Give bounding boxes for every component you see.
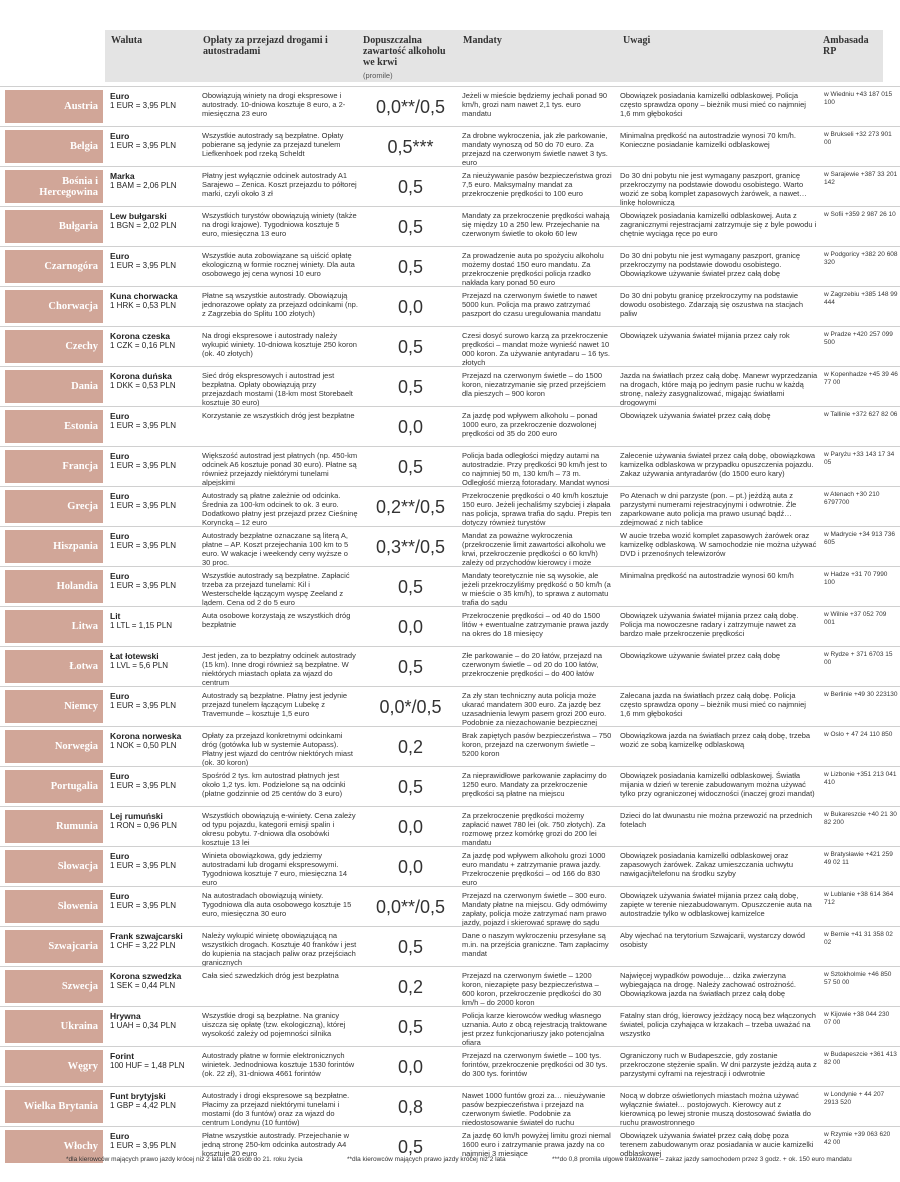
- toll-info: Cała sieć szwedzkich dróg jest bezpłatna: [202, 971, 339, 980]
- exchange-rate: 1 EUR = 3,95 PLN: [110, 421, 177, 430]
- toll-info: Płatne wszystkie autostrady. Przejechanie w jedną stronę 250-km odcinka autostrady A4 kosztuje 20 euro: [202, 1131, 350, 1158]
- currency-name: Funt brytyjski: [110, 1091, 166, 1101]
- notes-info: Obowiązek używania świateł przez całą dobę: [620, 411, 771, 420]
- currency-cell: [110, 331, 202, 351]
- currency-name: Euro: [110, 771, 130, 781]
- embassy-contact: w Madrycie +34 913 736 605: [824, 531, 896, 546]
- exchange-rate: 1 CHF = 3,22 PLN: [110, 941, 176, 950]
- country-name: Bułgaria: [5, 210, 103, 243]
- currency-name: Hrywna: [110, 1011, 141, 1021]
- embassy-contact: w Rydze + 371 6703 15 00: [824, 651, 893, 666]
- toll-info: Wszystkich obowiązują e-winiety. Cena zależy od typu pojazdu, kategorii emisji spalin i okresu pobytu. 7-dniowa dla osobówki kosztuje 13 lei: [202, 811, 356, 846]
- fines-info: Mandat za poważne wykroczenia (przekroczenie limit zawartości alkoholu we krwi, przekroczenie prędkości o 60 km/h) zależy od przychodów kierowcy i może: [462, 531, 606, 566]
- country-name: Łotwa: [5, 650, 103, 683]
- toll-info: Wszystkie autostrady są bezpłatne. Opłaty pobierane są jedynie za przejazd tunelem Liefkenhoek pod rzeką Scheldt: [202, 131, 344, 158]
- notes-info: Zalecenie używania świateł przez całą dobę, obowiązkowa kamizelka odblaskowa w przypadku opuszczenia pojazdu. Zakaz używania antyradarów (do 1500 euro kary): [620, 451, 816, 478]
- header-alcohol: Dopuszczalna zawartość alkoholu we krwi (promile): [357, 30, 457, 82]
- notes-info: Do 30 dni pobytu nie jest wymagany paszport, granicę przekroczymy na podstawie dowodu osobistego. Warto wozić ze sobą komplet zapasowych żarówek, a nawet… linkę holowniczą: [620, 171, 807, 206]
- exchange-rate: 1 BAM = 2,06 PLN: [110, 181, 177, 190]
- currency-cell: [110, 571, 202, 591]
- currency-name: Lew bułgarski: [110, 211, 167, 221]
- currency-cell: [110, 371, 202, 391]
- currency-name: Korona szwedzka: [110, 971, 182, 981]
- toll-info: Autostrady bezpłatne oznaczane są literą A, płatne – AP. Koszt przejechania 100 km to 5 euro. W wakacje i weekendy ceny wyższe o 30 proc.: [202, 531, 349, 566]
- exchange-rate: 1 CZK = 0,16 PLN: [110, 341, 176, 350]
- currency-cell: [110, 811, 202, 831]
- header-notes: Uwagi: [617, 30, 817, 82]
- fines-info: Nawet 1000 funtów grozi za… nieużywanie pasów bezpieczeństwa i przejazd na czerwonym świetle. Podobnie za niedostosowanie świateł do ruchu: [462, 1091, 606, 1126]
- embassy-contact: w Lizbonie +351 213 041 410: [824, 771, 897, 786]
- notes-info: Obowiązkowa jazda na światłach przez całą dobę, trzeba wozić ze sobą kamizelkę odblaskową: [620, 731, 811, 749]
- fines-info: Za nieprawidłowe parkowanie zapłacimy do 1250 euro. Mandaty za przekroczenie prędkości są płatne na miejscu: [462, 771, 607, 798]
- currency-name: Marka: [110, 171, 135, 181]
- notes-info: Do 30 dni pobytu nie jest wymagany paszport, granicę przekroczymy na podstawie dowodu osobistego. Obowiązkowe używanie świateł przez całą dobę: [620, 251, 801, 278]
- currency-name: Euro: [110, 891, 130, 901]
- currency-cell: [110, 91, 202, 111]
- currency-name: Euro: [110, 411, 130, 421]
- currency-name: Euro: [110, 1131, 130, 1141]
- table-row: [0, 1006, 900, 1046]
- fines-info: Za drobne wykroczenia, jak złe parkowanie, mandaty wynoszą od 50 do 70 euro. Za przejazd na czerwonym świetle nawet 3 tys. euro: [462, 131, 608, 166]
- currency-name: Kuna chorwacka: [110, 291, 178, 301]
- table-row: [0, 606, 900, 646]
- country-name: Austria: [5, 90, 103, 123]
- toll-info: Należy wykupić winietę obowiązującą na wszystkich drogach. Kosztuje 40 franków i jest do kupienia na stacjach paliw oraz przejściach granicznych: [202, 931, 357, 966]
- toll-info: Wszystkie auta zobowiązane są uiścić opłatę ekologiczną w formie rocznej winiety. Dla auta osobowego jej cena wynosi 10 euro: [202, 251, 355, 278]
- notes-info: Ograniczony ruch w Budapeszcie, gdy zostanie przekroczone stężenie spalin. W dni parzyste jeżdżą auta z parzystymi cyframi na rejestracji i odwrotnie: [620, 1051, 817, 1078]
- alcohol-limit: 0,5: [397, 1136, 424, 1157]
- table-row: [0, 446, 900, 486]
- country-name: Hiszpania: [5, 530, 103, 563]
- table-row: [0, 486, 900, 526]
- table-row: [0, 86, 900, 126]
- exchange-rate: 1 EUR = 3,95 PLN: [110, 101, 177, 110]
- notes-info: Fatalny stan dróg, kierowcy jeżdżący nocą bez włączonych świateł, policja czyhająca w krzakach – trzeba uważać na wszystko: [620, 1011, 816, 1038]
- fines-info: Za prowadzenie auta po spożyciu alkoholu możemy dostać 150 euro mandatu. Za przekroczenie prędkości policja rzadko nakłada kary ponad 50 euro: [462, 251, 604, 286]
- fines-info: Jeżeli w mieście będziemy jechali ponad 90 km/h, grozi nam nawet 2,1 tys. euro mandatu: [462, 91, 608, 118]
- table-row: [0, 846, 900, 886]
- alcohol-limit: 0,5: [397, 1016, 424, 1037]
- toll-info: Jest jeden, za to bezpłatny odcinek autostrady (15 km). Inne drogi również są bezpłatne. W niektórych miastach opłata za wjazd do centrum: [202, 651, 356, 686]
- embassy-contact: w Londynie + 44 207 2913 520: [824, 1091, 885, 1106]
- embassy-contact: w Atenach +30 210 6797700: [824, 491, 880, 506]
- table-row: [0, 966, 900, 1006]
- country-name: Szwajcaria: [5, 930, 103, 963]
- fines-info: Mandaty teoretycznie nie są wysokie, ale jeżeli przekroczyliśmy prędkość o 50 km/h (a w mieście o 35 km/h), to sprawa z automatu trafia do sądu: [462, 571, 611, 606]
- table-row: [0, 686, 900, 726]
- toll-info: Na autostradach obowiązują winiety. Tygodniowa dla auta osobowego kosztuje 15 euro, miesięczna 30 euro: [202, 891, 352, 918]
- currency-cell: [110, 411, 202, 431]
- currency-name: Euro: [110, 491, 130, 501]
- toll-info: Na drogi ekspresowe i autostrady należy wykupić winiety. 10-dniowa kosztuje 250 koron (ok. 40 złotych): [202, 331, 357, 358]
- alcohol-limit: 0,5: [397, 376, 424, 397]
- currency-cell: [110, 611, 202, 631]
- currency-cell: [110, 131, 202, 151]
- notes-info: Minimalna prędkość na autostradzie wynosi 60 km/h: [620, 571, 794, 580]
- fines-info: Mandaty za przekroczenie prędkości wahają się między 10 a 250 lew. Przejechanie na czerwonym świetle to około 60 lew: [462, 211, 610, 238]
- exchange-rate: 1 DKK = 0,53 PLN: [110, 381, 176, 390]
- fines-info: Przejazd na czerwonym świetle – do 1500 koron, niezatrzymanie się przed przejściem dla pieszych – 900 koron: [462, 371, 606, 398]
- table-row: [0, 1086, 900, 1126]
- fines-info: Przejazd na czerwonym świetle to nawet 5000 kun. Policja ma prawo zatrzymać paszport do czasu uregulowania mandatu: [462, 291, 601, 318]
- alcohol-limit: 0,0: [397, 296, 424, 317]
- table-row: [0, 1046, 900, 1086]
- country-name: Holandia: [5, 570, 103, 603]
- alcohol-limit: 0,5: [397, 776, 424, 797]
- exchange-rate: 1 EUR = 3,95 PLN: [110, 861, 177, 870]
- toll-info: Spośród 2 tys. km autostrad płatnych jest około 1,2 tys. km. Podzielone są na odcinki (płatne godzinnie od 25 centów do 3 euro): [202, 771, 346, 798]
- fines-info: Przejazd na czerwonym świetle – 1200 koron, niezapięte pasy bezpieczeństwa – 600 koron, przekroczenie prędkości do 30 km/h – do 2000 koron: [462, 971, 602, 1006]
- notes-info: Do 30 dni pobytu granicę przekroczymy na podstawie dowodu osobistego. Zdarzają się oszustwa na stacjach paliw: [620, 291, 804, 318]
- fines-info: Policja karze kierowców według własnego uznania. Auto z obcą rejestracją traktowane jest przez funkcjonariuszy jako potencjalna ofiara: [462, 1011, 608, 1046]
- table-row: [0, 526, 900, 566]
- alcohol-limit: 0,3**/0,5: [375, 536, 446, 557]
- fines-info: Za jazdę pod wpływem alkoholu – ponad 1000 euro, za przekroczenie dozwolonej prędkości od 35 do 200 euro: [462, 411, 598, 438]
- country-name: Włochy: [5, 1130, 103, 1163]
- notes-info: Obowiązek posiadania kamizelki odblaskowej. Auta z zagranicznymi rejestracjami zatrzymuje się z byle powodu i chętnie wyciąga ręce po euro: [620, 211, 817, 238]
- table-row: [0, 126, 900, 166]
- alcohol-limit: 0,0: [397, 816, 424, 837]
- country-name: Norwegia: [5, 730, 103, 763]
- toll-info: Sieć dróg ekspresowych i autostrad jest bezpłatna. Opłaty obowiązują przy przejazdach mostami (18-km most Storebaelt kosztuje 30 euro): [202, 371, 353, 406]
- currency-name: Euro: [110, 851, 130, 861]
- embassy-contact: w Kopenhadze +45 39 46 77 00: [824, 371, 898, 386]
- toll-info: Auta osobowe korzystają ze wszystkich dróg bezpłatnie: [202, 611, 351, 629]
- fines-info: Za przekroczenie prędkości możemy zapłacić nawet 780 lei (ok. 750 złotych). Za rozmowę przez komórkę grozi do 200 lei mandatu: [462, 811, 606, 846]
- notes-info: Obowiązek posiadania kamizelki odblaskowej. Policja często sprawdza opony – bieżnik musi mieć co najmniej 1,6 mm głębokości: [620, 91, 806, 118]
- alcohol-limit: 0,2**/0,5: [375, 496, 446, 517]
- exchange-rate: 1 EUR = 3,95 PLN: [110, 261, 177, 270]
- fines-info: Policja bada odległości między autami na autostradzie. Przy prędkości 90 km/h jest to co najmniej 50 m, 130 km/h – 73 m. Odległość mierzą fotoradary. Mandat wynosi: [462, 451, 610, 486]
- country-name: Niemcy: [5, 690, 103, 723]
- notes-info: Minimalna prędkość na autostradzie wynosi 70 km/h. Konieczne posiadanie kamizelki odblaskowej: [620, 131, 796, 149]
- table-row: [0, 886, 900, 926]
- notes-info: Obowiązek posiadania kamizelki odblaskowej. Światła mijania w dzień w terenie zabudowanym można używać tylko przy ograniczonej widoczności (inaczej grozi mandat): [620, 771, 815, 798]
- alcohol-limit: 0,2: [397, 736, 424, 757]
- embassy-contact: w Brukseli +32 273 901 00: [824, 131, 892, 146]
- alcohol-limit: 0,5***: [387, 136, 434, 157]
- toll-info: Większość autostrad jest płatnych (np. 450-km odcinek A6 kosztuje ponad 30 euro). Płatne są również przejazdy niektórymi tunelami alpejskimi: [202, 451, 358, 486]
- footnote-3: ***do 0,8 promila ulgowe traktowanie – zakaz jazdy samochodem przez 3 godz. + ok. 150 euro mandatu: [552, 1156, 852, 1163]
- notes-info: Obowiązek posiadania kamizelki odblaskowej oraz zapasowych żarówek. Zakaz umieszczania uchwytu nawigacji/telefonu na środku szyby: [620, 851, 793, 878]
- currency-name: Lit: [110, 611, 121, 621]
- embassy-contact: w Wiedniu +43 187 015 100: [824, 91, 893, 106]
- embassy-contact: w Bernie +41 31 358 02 02: [824, 931, 893, 946]
- currency-cell: [110, 1091, 202, 1111]
- country-name: Litwa: [5, 610, 103, 643]
- table-row: [0, 246, 900, 286]
- currency-name: Korona norweska: [110, 731, 182, 741]
- country-name: Wielka Brytania: [5, 1090, 103, 1123]
- alcohol-limit: 0,5: [397, 456, 424, 477]
- fines-info: Przejazd na czerwonym świetle – 100 tys. forintów, przekroczenie prędkości od 30 tys. do 300 tys. forintów: [462, 1051, 608, 1078]
- currency-cell: [110, 1011, 202, 1031]
- footnote-2: **dla kierowców mających prawo jazdy krócej niż 2 lata: [347, 1156, 506, 1163]
- alcohol-limit: 0,0: [397, 616, 424, 637]
- currency-cell: [110, 251, 202, 271]
- currency-cell: [110, 731, 202, 751]
- embassy-contact: w Bratysławie +421 259 49 02 11: [824, 851, 893, 866]
- currency-name: Euro: [110, 131, 130, 141]
- currency-name: Lej rumuński: [110, 811, 163, 821]
- header-currency: Waluta: [105, 30, 197, 82]
- currency-cell: [110, 491, 202, 511]
- alcohol-limit: 0,0: [397, 856, 424, 877]
- toll-info: Autostrady płatne w formie elektronicznych winietek. Jednodniowa kosztuje 1530 forintów (ok. 22 zł), 31-dniowa 4661 forintów: [202, 1051, 355, 1078]
- exchange-rate: 1 EUR = 3,95 PLN: [110, 781, 177, 790]
- fines-info: Złe parkowanie – do 20 łatów, przejazd na czerwonym świetle – od 20 do 100 łatów, przekroczenie prędkości – do 400 łatów: [462, 651, 603, 678]
- alcohol-limit: 0,5: [397, 176, 424, 197]
- exchange-rate: 1 NOK = 0,50 PLN: [110, 741, 177, 750]
- toll-info: Płatny jest wyłącznie odcinek autostrady A1 Sarajewo – Zenica. Koszt przejazdu to półtorej marki, czyli około 3 zł: [202, 171, 357, 198]
- currency-name: Łat łotewski: [110, 651, 159, 661]
- currency-cell: [110, 771, 202, 791]
- country-name: Szwecja: [5, 970, 103, 1003]
- exchange-rate: 1 HRK = 0,53 PLN: [110, 301, 177, 310]
- exchange-rate: 1 EUR = 3,95 PLN: [110, 141, 177, 150]
- table-row: [0, 366, 900, 406]
- fines-info: Dane o naszym wykroczeniu przesyłane są m.in. na przejścia graniczne. Tam zapłacimy mandat: [462, 931, 609, 958]
- exchange-rate: 1 SEK = 0,44 PLN: [110, 981, 176, 990]
- embassy-contact: w Oslo + 47 24 110 850: [824, 731, 893, 738]
- toll-info: Wszystkie drogi są bezpłatne. Na granicy uiszcza się opłatę (tzw. ekologiczną), której wysokość zależy od pojemności silnika: [202, 1011, 346, 1038]
- country-name: Bośnia i Hercegowina: [5, 170, 103, 203]
- toll-info: Wszystkich turystów obowiązują winiety (także na drogi krajowe). Tygodniowa kosztuje 5 euro, miesięczna 13 euro: [202, 211, 357, 238]
- exchange-rate: 1 RON = 0,96 PLN: [110, 821, 177, 830]
- header-embassy: Ambasada RP: [817, 30, 883, 82]
- notes-info: Po Atenach w dni parzyste (pon. – pt.) jeżdżą auta z parzystymi numerami rejestracyjnymi i odwrotnie. Źle zaparkowane auto policja ma prawo usunąć bądź… zdejmować z nich tablice: [620, 491, 797, 526]
- currency-name: Euro: [110, 571, 130, 581]
- embassy-contact: w Berlinie +49 30 223130: [824, 691, 898, 698]
- table-row: [0, 326, 900, 366]
- country-name: Grecja: [5, 490, 103, 523]
- table-row: [0, 566, 900, 606]
- notes-info: Najwięcej wypadków powoduje… dzika zwierzyna wybiegająca na drogę. Należy zachować ostrożność. Obowiązkowa jazda na światłach przez całą dobę: [620, 971, 796, 998]
- fines-info: Przekroczenie prędkości o 40 km/h kosztuje 150 euro. Jeżeli jechaliśmy szybciej i złapała nas policja, sprawa trafia do sądu. Prepis ten dotyczy również turystów: [462, 491, 612, 526]
- notes-info: Nocą w dobrze oświetlonych miastach można używać wyłącznie świateł… postojowych. Kierowcy aut z kierownicą po lewej stronie muszą dostosować światła do ruchu prawostronnego: [620, 1091, 811, 1126]
- currency-name: Forint: [110, 1051, 135, 1061]
- alcohol-limit: 0,0: [397, 1056, 424, 1077]
- currency-cell: [110, 931, 202, 951]
- exchange-rate: 1 EUR = 3,95 PLN: [110, 901, 177, 910]
- currency-cell: [110, 891, 202, 911]
- toll-info: Autostrady są płatne zależnie od odcinka. Średnia za 100-km odcinek to ok. 3 euro. Dodatkowo płatny jest przejazd przez Cieśninę Koryncką – 12 euro: [202, 491, 358, 526]
- currency-cell: [110, 451, 202, 471]
- country-name: Portugalia: [5, 770, 103, 803]
- currency-cell: [110, 971, 202, 991]
- country-name: Chorwacja: [5, 290, 103, 323]
- embassy-contact: w Podgoricy +382 20 608 320: [824, 251, 898, 266]
- table-row: [0, 726, 900, 766]
- notes-info: Obowiązek używania świateł mijania przez cały rok: [620, 331, 790, 340]
- country-name: Słowenia: [5, 890, 103, 923]
- exchange-rate: 100 HUF = 1,48 PLN: [110, 1061, 185, 1070]
- exchange-rate: 1 EUR = 3,95 PLN: [110, 581, 177, 590]
- table-row: [0, 766, 900, 806]
- fines-info: Za zły stan techniczny auta policja może ukarać mandatem 300 euro. Za jazdę bez uzasadnienia lewym pasem grozi 200 euro. Podobnie za niezachowanie bezpiecznej: [462, 691, 607, 726]
- currency-cell: [110, 171, 202, 191]
- notes-info: Obowiązek używania świateł mijania przez całą dobę. Policja ma nowoczesne radary i zatrzymuje nawet za bardzo małe przekroczenie prędkości: [620, 611, 799, 638]
- fines-info: Za nieużywanie pasów bezpieczeństwa grozi 7,5 euro. Maksymalny mandat za przekroczenie prędkości to 100 euro: [462, 171, 612, 198]
- embassy-contact: w Bukareszcie +40 21 30 82 200: [824, 811, 897, 826]
- embassy-contact: w Lublanie +38 614 364 712: [824, 891, 894, 906]
- header-tolls: Opłaty za przejazd drogami i autostradami: [197, 30, 357, 82]
- notes-info: Obowiązek używania świateł przez całą dobę poza terenem zabudowanym oraz posiadania w aucie kamizelki odblaskowej: [620, 1131, 814, 1158]
- country-name: Rumunia: [5, 810, 103, 843]
- toll-info: Płatne są wszystkie autostrady. Obowiązują jednorazowe opłaty za przejazd odcinkami (np. z Zagrzebia do Splitu 100 złotych): [202, 291, 358, 318]
- embassy-contact: w Paryżu +33 143 17 34 05: [824, 451, 895, 466]
- embassy-contact: w Sofii +359 2 987 26 10: [824, 211, 896, 218]
- exchange-rate: 1 EUR = 3,95 PLN: [110, 701, 177, 710]
- notes-info: Zalecana jazda na światłach przez całą dobę. Policja często sprawdza opony – bieżnik musi mieć co najmniej 1,6 mm głębokości: [620, 691, 806, 718]
- embassy-contact: w Kijowie +38 044 230 07 00: [824, 1011, 890, 1026]
- currency-cell: [110, 211, 202, 231]
- exchange-rate: 1 LTL = 1,15 PLN: [110, 621, 173, 630]
- notes-info: Aby wjechać na terytorium Szwajcarii, wystarczy dowód osobisty: [620, 931, 806, 949]
- fines-info: Czesi dosyć surowo karzą za przekroczenie prędkości – mandat może wynieść nawet 10 000 koron. Za używanie antyradaru – 16 tys. złotych: [462, 331, 611, 366]
- embassy-contact: w Hadze +31 70 7990 100: [824, 571, 888, 586]
- fines-info: Za jazdę pod wpływem alkoholu grozi 1000 euro mandatu + zatrzymanie prawa jazdy. Przekroczenie prędkości – od 166 do 830 euro: [462, 851, 606, 886]
- exchange-rate: 1 BGN = 2,02 PLN: [110, 221, 177, 230]
- embassy-contact: w Budapeszcie +361 413 82 00: [824, 1051, 897, 1066]
- embassy-contact: w Rzymie +39 063 620 42 00: [824, 1131, 891, 1146]
- currency-name: Euro: [110, 251, 130, 261]
- notes-info: W aucie trzeba wozić komplet zapasowych żarówek oraz kamizelkę odblaskową. W samochodzie nie można używać DVD i przenośnych telewizorów: [620, 531, 817, 558]
- country-name: Estonia: [5, 410, 103, 443]
- footnote-1: *dla kierowców mających prawo jazdy krócej niż 2 lata i dla osób do 21. roku życia: [66, 1156, 303, 1163]
- alcohol-limit: 0,0: [397, 416, 424, 437]
- notes-info: Obowiązek używania świateł mijania przez całą dobę, zapięte w terenie niezabudowanym. Opuszczenie auta na autostradzie tylko w odblaskowej kamizelce: [620, 891, 812, 918]
- currency-name: Frank szwajcarski: [110, 931, 183, 941]
- exchange-rate: 1 EUR = 3,95 PLN: [110, 1141, 177, 1150]
- embassy-contact: w Pradze +420 257 099 500: [824, 331, 893, 346]
- alcohol-limit: 0,0*/0,5: [379, 696, 442, 717]
- embassy-contact: w Zagrzebiu +385 148 99 444: [824, 291, 898, 306]
- toll-info: Winieta obowiązkowa, gdy jedziemy autostradami lub drogami ekspresowymi. Tygodniowa kosztuje 7 euro, miesięczna 14 euro: [202, 851, 348, 886]
- country-name: Dania: [5, 370, 103, 403]
- currency-name: Euro: [110, 451, 130, 461]
- country-name: Słowacja: [5, 850, 103, 883]
- table-row: [0, 166, 900, 206]
- fines-info: Za jazdę 60 km/h powyżej limitu grozi niemal 1600 euro i zatrzymanie prawa jazdy na co najmniej 3 miesiące: [462, 1131, 611, 1158]
- toll-info: Korzystanie ze wszystkich dróg jest bezpłatne: [202, 411, 355, 420]
- currency-name: Korona duńska: [110, 371, 172, 381]
- country-name: Węgry: [5, 1050, 103, 1083]
- alcohol-limit: 0,0**/0,5: [375, 96, 446, 117]
- toll-info: Obowiązują winiety na drogi ekspresowe i autostrady. 10-dniowa kosztuje 8 euro, a 2-miesięczna 23 euro: [202, 91, 346, 118]
- notes-info: Dzieci do lat dwunastu nie można przewozić na przednich fotelach: [620, 811, 813, 829]
- currency-cell: [110, 651, 202, 671]
- exchange-rate: 1 LVL = 5,6 PLN: [110, 661, 169, 670]
- embassy-contact: w Tallinie +372 627 82 06: [824, 411, 898, 418]
- alcohol-limit: 0,5: [397, 256, 424, 277]
- exchange-rate: 1 UAH = 0,34 PLN: [110, 1021, 177, 1030]
- alcohol-limit: 0,2: [397, 976, 424, 997]
- table-row: [0, 646, 900, 686]
- country-name: Czarnogóra: [5, 250, 103, 283]
- currency-cell: [110, 531, 202, 551]
- toll-info: Opłaty za przejazd konkretnymi odcinkami dróg (gotówka lub w systemie Autopass). Płatny jest wjazd do centrów niektórych miast (ok. 30 koron): [202, 731, 353, 766]
- currency-cell: [110, 851, 202, 871]
- embassy-contact: w Sztokholmie +46 850 57 50 00: [824, 971, 892, 986]
- exchange-rate: 1 EUR = 3,95 PLN: [110, 501, 177, 510]
- toll-info: Autostrady są bezpłatne. Płatny jest jedynie przejazd tunelem łączącym Lubekę z Travemunde – kosztuje 1,5 euro: [202, 691, 348, 718]
- alcohol-limit: 0,5: [397, 216, 424, 237]
- country-name: Francja: [5, 450, 103, 483]
- table-row: [0, 206, 900, 246]
- embassy-contact: w Wilnie +37 052 709 001: [824, 611, 887, 626]
- table-row: [0, 806, 900, 846]
- notes-info: Obowiązkowe używanie świateł przez całą dobę: [620, 651, 781, 660]
- alcohol-limit: 0,8: [397, 1096, 424, 1117]
- table-row: [0, 406, 900, 446]
- fines-info: Przekroczenie prędkości – od 40 do 1500 litów + ewentualne zatrzymanie prawa jazdy na okres do 18 miesięcy: [462, 611, 609, 638]
- currency-name: Euro: [110, 531, 130, 541]
- exchange-rate: 1 GBP = 4,42 PLN: [110, 1101, 176, 1110]
- currency-cell: [110, 1051, 202, 1071]
- alcohol-limit: 0,5: [397, 936, 424, 957]
- toll-info: Autostrady i drogi ekspresowe są bezpłatne. Płacimy za przejazd niektórymi tunelami i mostami (do 3 funtów) oraz za wjazd do centrum Londynu (10 funtów): [202, 1091, 350, 1126]
- toll-info: Wszystkie autostrady są bezpłatne. Zapłacić trzeba za przejazd tunelami: Kil i Westerschelde łączącym wyspę Zeeland z lądem. Cena od 2 do 5 euro: [202, 571, 350, 606]
- currency-name: Euro: [110, 691, 130, 701]
- alcohol-limit: 0,0**/0,5: [375, 896, 446, 917]
- table-row: [0, 286, 900, 326]
- header-fines: Mandaty: [457, 30, 617, 82]
- embassy-contact: w Sarajewie +387 33 201 142: [824, 171, 898, 186]
- fines-info: Przejazd na czerwonym świetle – 300 euro. Mandaty płatne na miejscu. Gdy odmówimy zapłaty, policja może zatrzymać nam prawo jazdy, pojazd i skierować sprawę do sądu: [462, 891, 608, 926]
- currency-cell: [110, 691, 202, 711]
- country-name: Belgia: [5, 130, 103, 163]
- alcohol-limit: 0,5: [397, 656, 424, 677]
- exchange-rate: 1 EUR = 3,95 PLN: [110, 461, 177, 470]
- country-name: Czechy: [5, 330, 103, 363]
- currency-name: Euro: [110, 91, 130, 101]
- exchange-rate: 1 EUR = 3,95 PLN: [110, 541, 177, 550]
- country-name: Ukraina: [5, 1010, 103, 1043]
- notes-info: Jazda na światłach przez całą dobę. Manewr wyprzedzania na drogach, które mają po jednym pasie ruchu w każdą stronę, należy zasygnalizować, migając światłami drogowymi: [620, 371, 818, 406]
- currency-name: Korona czeska: [110, 331, 170, 341]
- alcohol-limit: 0,5: [397, 576, 424, 597]
- table-row: [0, 926, 900, 966]
- fines-info: Brak zapiętych pasów bezpieczeństwa – 750 koron, przejazd na czerwonym świetle – 5200 koron: [462, 731, 612, 758]
- currency-cell: [110, 291, 202, 311]
- currency-cell: [110, 1131, 202, 1151]
- alcohol-limit: 0,5: [397, 336, 424, 357]
